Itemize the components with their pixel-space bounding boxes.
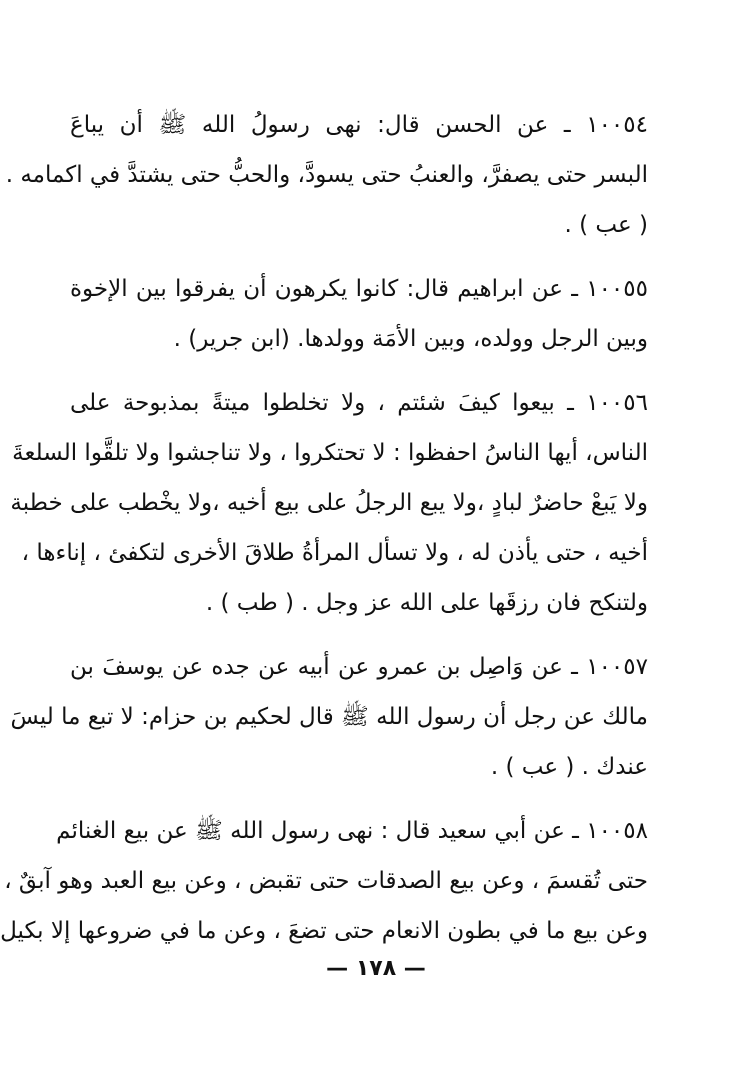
text-line: مالك عن رجل أن رسول الله ﷺ قال لحكيم بن حزام: لا تبع ما ليسَ xyxy=(10,704,648,730)
text-line: عندك . ( عب ) . xyxy=(490,754,648,780)
text-line: وبين الرجل وولده، وبين الأمَة وولدها. (ابن جرير) . xyxy=(173,326,648,352)
hadith-entry-10056 xyxy=(10,378,648,628)
text-line: ١٠٠٥٨ ـ عن أبي سعيد قال : نهى رسول الله ﷺ عن بيع الغنائم xyxy=(56,818,648,844)
hadith-entry-10058 xyxy=(0,806,648,956)
text-line: ١٠٠٥٦ ـ بيعوا كيفَ شئتم ، ولا تخلطوا ميتةً بمذبوحة على xyxy=(70,390,648,416)
text-line: البسر حتى يصفرَّ، والعنبُ حتى يسودَّ، والحبُّ حتى يشتدَّ في اكمامه . xyxy=(5,162,648,188)
page-number: — ١٧٨ — xyxy=(326,956,426,981)
text-line: وعن بيع ما في بطون الانعام حتى تضعَ ، وعن ما في ضروعها إلا بكيل xyxy=(0,918,648,944)
text-line: ١٠٠٥٤ ـ عن الحسن قال: نهى رسولُ الله ﷺ أن يباعَ xyxy=(70,112,648,138)
hadith-entry-10055 xyxy=(70,264,648,364)
text-line: أخيه ، حتى يأذن له ، ولا تسأل المرأةُ طلاقَ الأخرى لتكفئ ، إناءها ، xyxy=(21,540,648,566)
text-line: ١٠٠٥٧ ـ عن وَاصِل بن عمرو عن أبيه عن جده عن يوسفَ بن xyxy=(70,654,648,680)
text-line: حتى تُقسمَ ، وعن بيع الصدقات حتى تقبض ، وعن بيع العبد وهو آبقٌ ، xyxy=(4,868,648,894)
text-line: ( عب ) . xyxy=(564,212,648,238)
hadith-entry-10057 xyxy=(10,642,648,792)
text-line: ولا يَبعْ حاضرٌ لبادٍ ،ولا يبع الرجلُ على بيع أخيه ،ولا يخْطب على خطبة xyxy=(10,490,648,516)
page-content xyxy=(0,100,648,970)
text-line: الناس، أيها الناسُ احفظوا : لا تحتكروا ، ولا تناجشوا ولا تلقَّوا السلعةَ xyxy=(12,440,648,466)
text-line: ١٠٠٥٥ ـ عن ابراهيم قال: كانوا يكرهون أن يفرقوا بين الإخوة xyxy=(70,276,648,302)
hadith-entry-10054 xyxy=(5,100,648,250)
text-line: ولتنكح فان رزقَها على الله عز وجل . ( طب ) . xyxy=(205,590,648,616)
